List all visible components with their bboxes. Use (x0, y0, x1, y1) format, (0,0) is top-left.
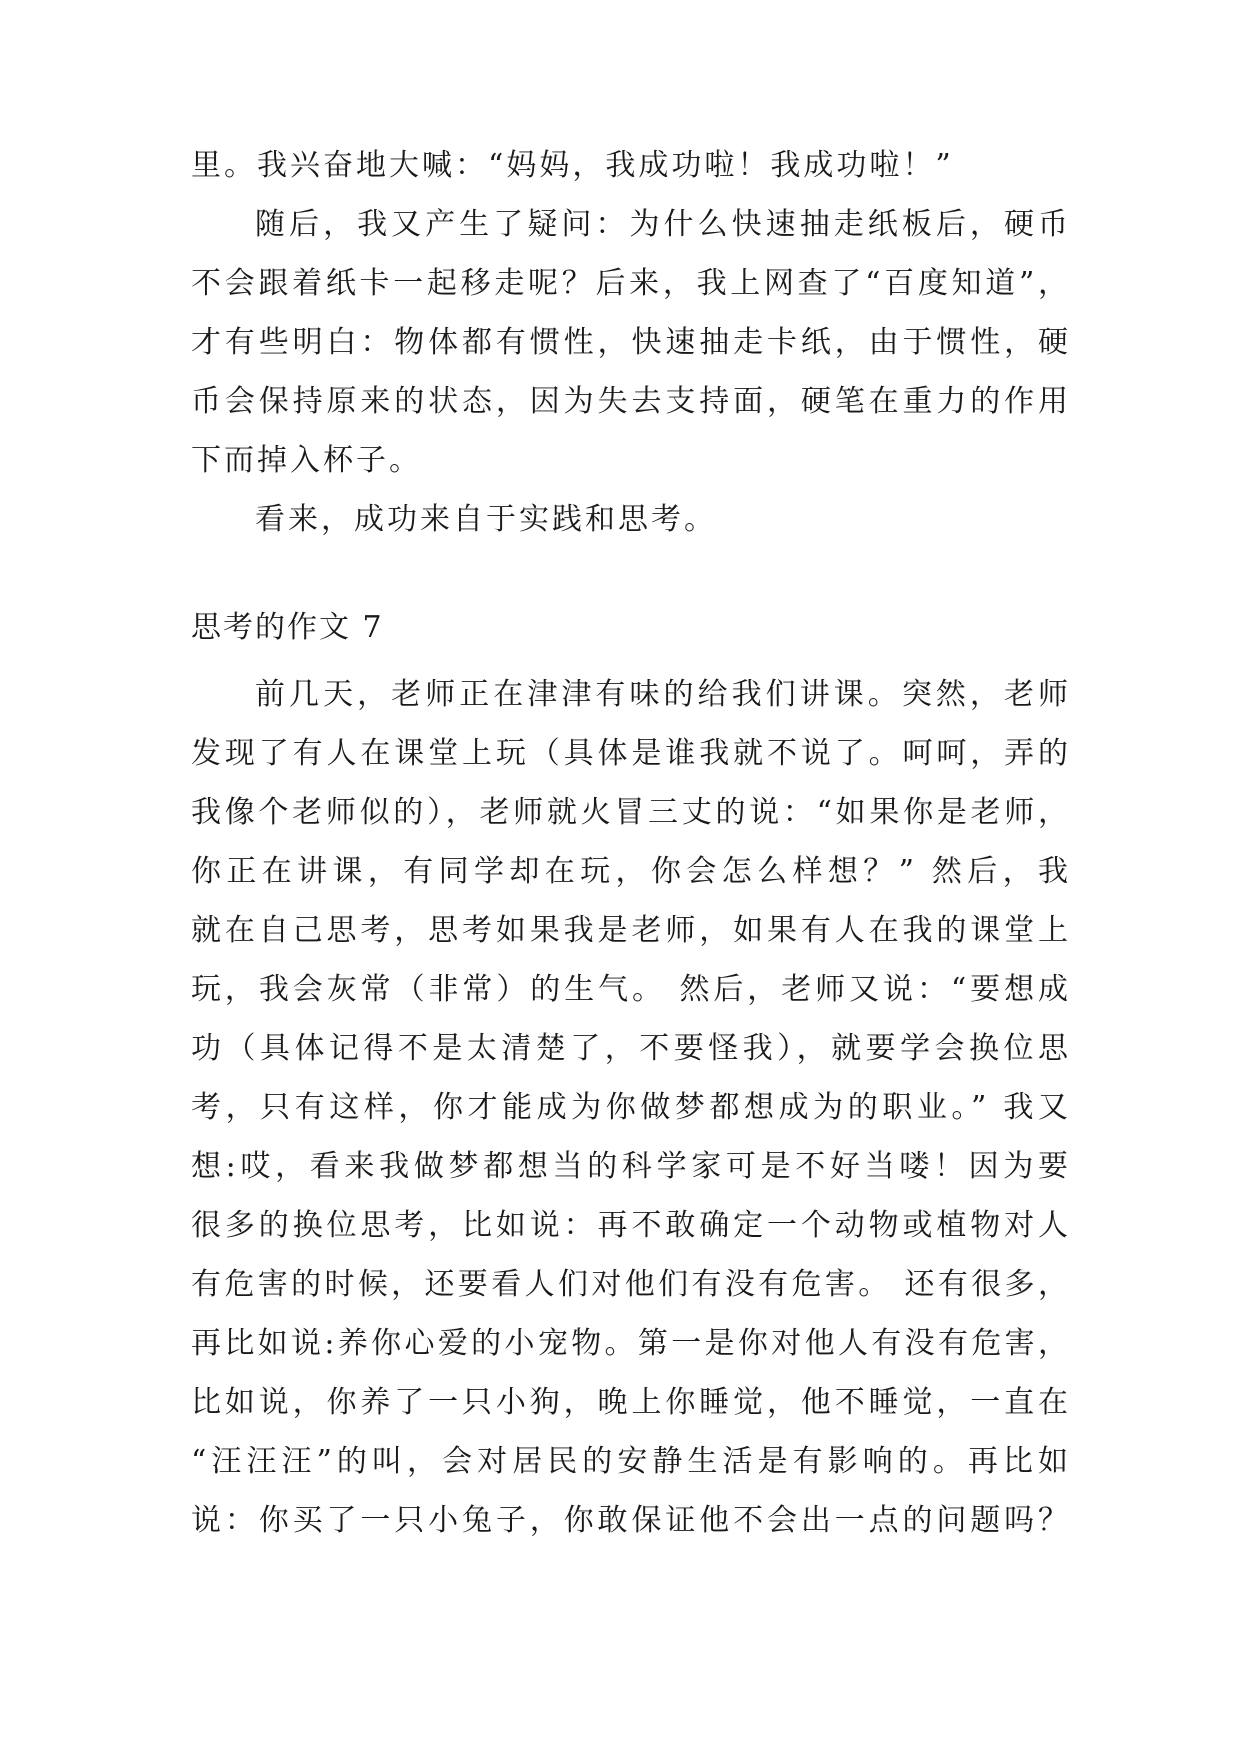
paragraph-2-line-2: 不会跟着纸卡一起移走呢？后来，我上网查了“百度知道”， (191, 266, 1071, 301)
paragraph-2-line-5: 下而掉入杯子。 (191, 443, 422, 478)
body-line-14: “汪汪汪”的叫，会对居民的安静生活是有影响的。再比如 (191, 1444, 1071, 1479)
body-line-1: 前几天，老师正在津津有味的给我们讲课。突然，老师 (255, 677, 1071, 712)
section-2-text (191, 665, 1071, 1550)
body-line-15: 说：你买了一只小兔子，你敢保证他不会出一点的问题吗？ (191, 1503, 1071, 1538)
body-line-8: 考，只有这样，你才能成为你做梦都想成为的职业。” 我又 (191, 1090, 1071, 1125)
body-line-2: 发现了有人在课堂上玩（具体是谁我就不说了。呵呵，弄的 (191, 736, 1071, 771)
body-line-6: 玩，我会灰常（非常）的生气。 然后，老师又说：“要想成 (191, 972, 1071, 1007)
body-line-12: 再比如说:养你心爱的小宠物。第一是你对他人有没有危害， (191, 1326, 1071, 1361)
paragraph-2-line-1: 随后，我又产生了疑问：为什么快速抽走纸板后，硬币 (255, 207, 1071, 242)
body-line-9: 想:哎，看来我做梦都想当的科学家可是不好当喽！因为要 (191, 1149, 1071, 1184)
section-1-text (191, 136, 1071, 549)
section-heading: 思考的作文 7 (191, 610, 384, 645)
body-line-5: 就在自己思考，思考如果我是老师，如果有人在我的课堂上 (191, 913, 1071, 948)
paragraph-3-line-1: 看来，成功来自于实践和思考。 (255, 502, 717, 537)
body-line-3: 我像个老师似的），老师就火冒三丈的说：“如果你是老师， (191, 795, 1071, 830)
paragraph-2-line-4: 币会保持原来的状态，因为失去支持面，硬笔在重力的作用 (191, 384, 1071, 419)
paragraph-1-line-1: 里。我兴奋地大喊：“妈妈，我成功啦！我成功啦！” (191, 148, 954, 183)
paragraph-2-line-3: 才有些明白：物体都有惯性，快速抽走卡纸，由于惯性，硬 (191, 325, 1071, 360)
body-line-11: 有危害的时候，还要看人们对他们有没有危害。 还有很多， (191, 1267, 1071, 1302)
body-line-7: 功（具体记得不是太清楚了，不要怪我），就要学会换位思 (191, 1031, 1071, 1066)
body-line-13: 比如说，你养了一只小狗，晚上你睡觉，他不睡觉，一直在 (191, 1385, 1071, 1420)
body-line-10: 很多的换位思考，比如说：再不敢确定一个动物或植物对人 (191, 1208, 1071, 1243)
body-line-4: 你正在讲课，有同学却在玩，你会怎么样想？” 然后，我 (191, 854, 1071, 889)
